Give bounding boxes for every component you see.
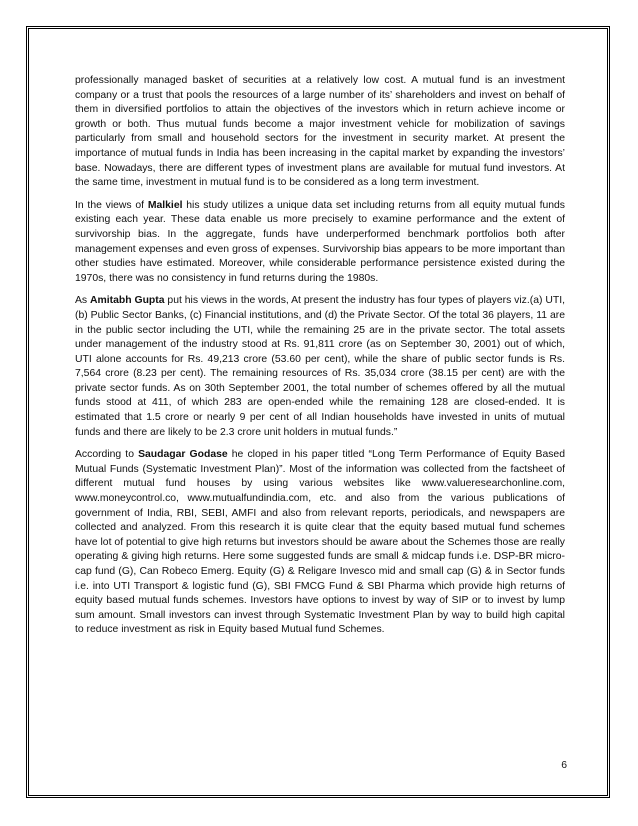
page-number: 6 — [561, 760, 567, 771]
paragraph-lead: According to — [75, 449, 139, 461]
paragraph-text: professionally managed basket of securities at a relatively low cost. A mutual fund is an investment company or a trust that pools the resources of a large number of its’ shareholders and invest on behalf of them in diversified portfolios to attain the objectives of the investors which in return achieve income or growth or both. Thus mutual funds become a major investment vehicle for mobilization of savings particularly from small and household sectors for the investment in security market. At present the importance of mutual funds in India has been increasing in the capital market by expanding the investors’ base. Nowadays, there are different types of investment plans are available for mutual fund investors. At the same time, investment in mutual fund is to be considered as a long term investment. — [75, 75, 565, 189]
paragraph-amitabh-gupta — [75, 294, 565, 440]
paragraph-text: put his views in the words, At present the industry has four types of players viz.(a) UTI, (b) Public Sector Banks, (c) Financial institutions, and (d) the Private Sector. Of the total 36 players, 11 are in the public sector including the UTI, while the remaining 25 are in the private sector. The total assets under management of the industry stood at Rs. 91,811 crore (as on September 30, 2001) out of which, UTI alone accounts for Rs. 49,213 crore (53.60 per cent), while the share of public sector funds is Rs. 7,564 crore (8.23 per cent). The remaining resources of Rs. 35,034 crore (38.15 per cent) are with the private sector funds. As on 30th September 2001, the total number of schemes offered by all the mutual funds stood at 411, of which 283 are open-ended while the remaining 128 are closed-ended. It is estimated that 1.5 crore or nearly 9 per cent of all Indian households have invested in units of mutual funds and there are likely to be 2.3 crore unit holders in mutual funds.” — [75, 295, 565, 438]
paragraph-lead: As — [75, 295, 91, 307]
paragraph-malkiel — [75, 199, 565, 287]
document-body — [75, 74, 565, 638]
author-name: Amitabh Gupta — [90, 295, 165, 307]
author-name: Saudagar Godase — [138, 449, 228, 461]
paragraph-text: he cloped in his paper titled “Long Term Performance of Equity Based Mutual Funds (Systematic Investment Plan)”. Most of the information was collected from the factsheet of different mutual fund houses by using various websites like www.valueresearchonline.com, www.moneycontrol.co, www.mutualfundindia.com, etc. and also from the various publications of government of India, RBI, SEBI, AMFI and also from relevant reports, periodicals, and newspapers are collected and analyzed. From this research it is quite clear that the equity based mutual fund schemes have lot of potential to give high returns but investors should be aware about the Schemes those are really operating & giving high returns. Here some suggested funds are small & midcap funds i.e. DSP-BR micro-cap fund (G), Can Robeco Emerg. Equity (G) & Religare Invesco mid and small cap (G) & in Sector funds i.e. into UTI Transport & logistic fund (G), SBI FMCG Fund & SBI Pharma which provide high returns of equity based mutual funds schemes. Investors have options to invest by way of SIP or to invest by lump sum amount. Small investors can invest through Systematic Investment Plan by way to build high capital to reduce investment as risk in Equity based Mutual fund Schemes. — [75, 449, 565, 636]
paragraph-saudagar-godase — [75, 448, 565, 638]
author-name: Malkiel — [147, 199, 183, 211]
paragraph-text: his study utilizes a unique data set including returns from all equity mutual funds existing each year. These data enable us more precisely to examine performance and the extent of survivorship bias. In the aggregate, funds have underperformed benchmark portfolios both after management expenses and even gross of expenses. Survivorship bias appears to be more important than other studies have estimated. Moreover, while considerable performance persistence existed during the 1970s, there was no consistency in fund returns during the 1980s. — [75, 199, 565, 284]
paragraph-mutual-fund-intro — [75, 74, 565, 191]
paragraph-lead: In the views of — [75, 199, 148, 211]
